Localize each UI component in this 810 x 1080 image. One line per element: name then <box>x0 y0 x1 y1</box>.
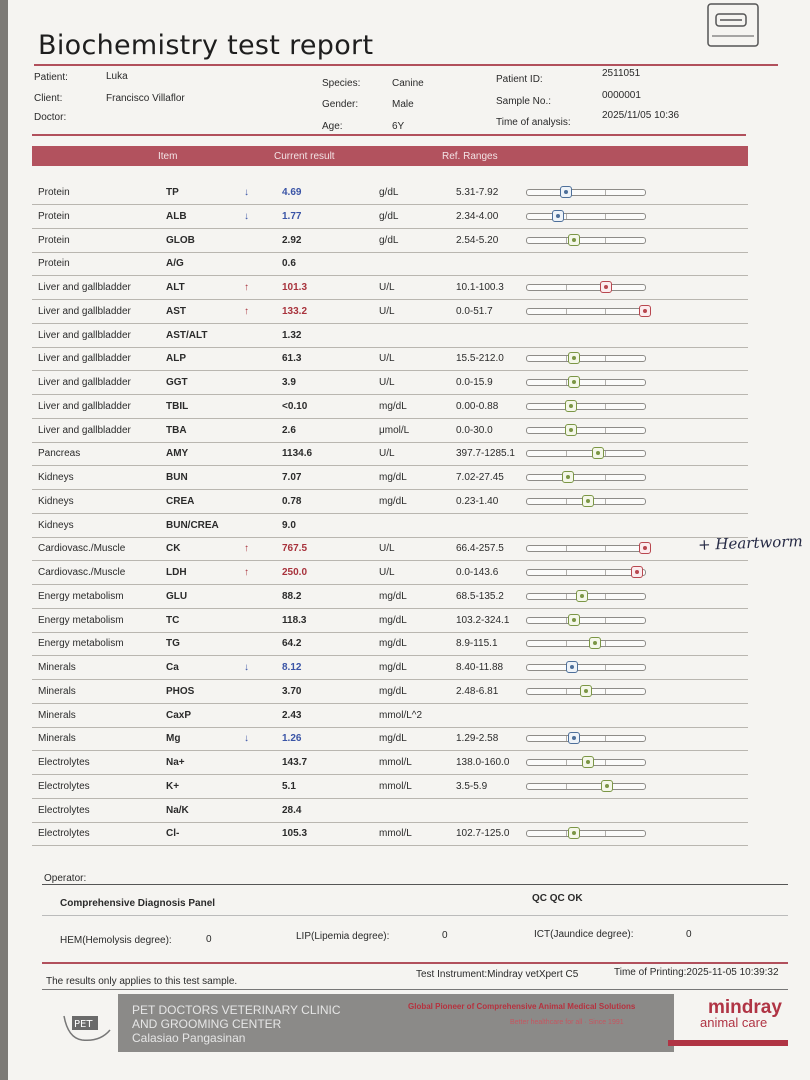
qc-status: QC QC OK <box>532 893 583 904</box>
result-cell: 8.12 <box>282 662 302 673</box>
time-value: 2025/11/05 10:36 <box>602 110 680 121</box>
brand-sub: animal care <box>700 1015 768 1030</box>
result-cell: 2.6 <box>282 424 296 436</box>
result-cell: 1.26 <box>282 733 302 745</box>
analyzer-icon <box>704 2 766 50</box>
table-row <box>32 277 748 300</box>
range-bar <box>526 189 646 196</box>
result-cell: 61.3 <box>282 353 302 365</box>
unit-cell: U/L <box>379 282 395 293</box>
ref-range-cell: 0.0-143.6 <box>456 567 499 578</box>
result-cell: 143.7 <box>282 757 308 768</box>
table-row <box>32 728 748 751</box>
range-marker <box>582 756 594 768</box>
ref-range-cell: 0.0-15.9 <box>456 377 493 388</box>
unit-cell: U/L <box>379 305 395 317</box>
operator-divider <box>42 884 788 885</box>
clinic-line-3: Calasiao Pangasinan <box>132 1031 246 1045</box>
table-header <box>32 146 748 166</box>
unit-cell: μmol/L <box>379 424 410 436</box>
result-cell: 2.43 <box>282 709 302 721</box>
table-row <box>32 657 748 680</box>
species-value: Canine <box>392 78 424 89</box>
table-row <box>32 253 748 276</box>
table-row <box>32 800 748 823</box>
client-label: Client: <box>34 93 63 104</box>
category-cell: Electrolytes <box>38 780 90 792</box>
ref-range-cell: 2.48-6.81 <box>456 685 499 697</box>
range-bar <box>526 545 646 552</box>
category-cell: Electrolytes <box>38 828 90 840</box>
result-cell: 1.77 <box>282 210 302 222</box>
result-cell: 88.2 <box>282 590 302 602</box>
table-row <box>32 610 748 633</box>
range-marker <box>582 495 594 507</box>
item-cell: BUN <box>166 472 188 483</box>
category-cell: Energy metabolism <box>38 590 124 602</box>
range-marker <box>568 352 580 364</box>
category-cell: Protein <box>38 234 70 246</box>
ref-range-cell: 68.5-135.2 <box>456 590 504 602</box>
category-cell: Cardiovasc./Muscle <box>38 543 126 555</box>
category-cell: Electrolytes <box>38 804 90 816</box>
ict-value: 0 <box>686 929 692 940</box>
lip-label: LIP(Lipemia degree): <box>296 931 390 942</box>
ref-range-cell: 0.0-30.0 <box>456 424 493 436</box>
item-cell: Na/K <box>166 804 189 816</box>
ref-range-cell: 0.0-51.7 <box>456 305 493 317</box>
item-cell: CK <box>166 543 181 555</box>
header-ref: Ref. Ranges <box>442 151 498 162</box>
handwritten-note: + Heartworm <box>697 532 803 554</box>
range-marker <box>589 637 601 649</box>
range-bar <box>526 403 646 410</box>
unit-cell: mg/dL <box>379 400 407 412</box>
result-cell: 9.0 <box>282 519 296 531</box>
item-cell: BUN/CREA <box>166 519 219 531</box>
table-row <box>32 633 748 656</box>
category-cell: Minerals <box>38 685 76 697</box>
disclaimer: The results only applies to this test sample. <box>46 976 238 987</box>
item-cell: ALP <box>166 353 186 365</box>
sample-no-value: 0000001 <box>602 90 641 101</box>
category-cell: Kidneys <box>38 495 74 507</box>
item-cell: ALT <box>166 282 185 293</box>
info-divider <box>32 134 746 136</box>
table-row <box>32 443 748 466</box>
range-marker <box>568 827 580 839</box>
ref-range-cell: 2.54-5.20 <box>456 234 499 246</box>
item-cell: TC <box>166 614 180 626</box>
table-row <box>32 562 748 585</box>
flag-cell: ↓ <box>244 662 249 673</box>
unit-cell: U/L <box>379 543 395 555</box>
table-row <box>32 681 748 704</box>
result-cell: 118.3 <box>282 614 307 626</box>
ref-range-cell: 103.2-324.1 <box>456 614 510 626</box>
table-row <box>32 586 748 609</box>
item-cell: CREA <box>166 495 195 507</box>
range-marker <box>568 234 580 246</box>
item-cell: K+ <box>166 780 180 792</box>
ref-range-cell: 10.1-100.3 <box>456 282 504 293</box>
ref-range-cell: 5.31-7.92 <box>456 187 499 198</box>
range-marker <box>552 210 564 222</box>
unit-cell: U/L <box>379 377 395 388</box>
unit-cell: mg/dL <box>379 662 407 673</box>
result-cell: 105.3 <box>282 828 308 840</box>
result-cell: 3.70 <box>282 685 302 697</box>
category-cell: Minerals <box>38 662 76 673</box>
clinic-line-2: AND GROOMING CENTER <box>132 1017 282 1031</box>
table-row <box>32 776 748 799</box>
result-cell: 767.5 <box>282 543 308 555</box>
ref-range-cell: 2.34-4.00 <box>456 210 499 222</box>
gender-label: Gender: <box>322 99 359 110</box>
range-marker <box>580 685 592 697</box>
ref-range-cell: 0.00-0.88 <box>456 400 499 412</box>
report-page <box>8 0 810 1080</box>
hem-value: 0 <box>206 934 212 945</box>
table-row <box>32 325 748 348</box>
unit-cell: g/dL <box>379 210 399 222</box>
ref-range-cell: 15.5-212.0 <box>456 353 504 365</box>
category-cell: Kidneys <box>38 519 74 531</box>
result-cell: 0.6 <box>282 258 296 270</box>
range-bar <box>526 355 646 362</box>
range-marker <box>639 542 651 554</box>
client-value: Francisco Villaflor <box>106 93 185 104</box>
range-marker <box>562 471 574 483</box>
ref-range-cell: 7.02-27.45 <box>456 472 504 483</box>
clinic-name <box>132 1003 341 1045</box>
range-bar <box>526 830 646 837</box>
flag-cell: ↑ <box>244 567 249 578</box>
range-bar <box>526 498 646 505</box>
brand-bar <box>668 1040 788 1046</box>
range-bar <box>526 688 646 695</box>
instrument: Test Instrument:Mindray vetXpert C5 <box>416 969 579 980</box>
result-cell: 7.07 <box>282 472 302 483</box>
patient-id-value: 2511051 <box>602 68 641 79</box>
result-cell: 28.4 <box>282 804 302 816</box>
lip-value: 0 <box>442 930 448 941</box>
result-cell: 5.1 <box>282 780 296 792</box>
category-cell: Cardiovasc./Muscle <box>38 567 126 578</box>
category-cell: Energy metabolism <box>38 638 124 650</box>
range-marker <box>600 281 612 293</box>
category-cell: Protein <box>38 210 70 222</box>
range-marker <box>560 186 572 198</box>
range-marker <box>568 376 580 388</box>
patient-id-label: Patient ID: <box>496 74 543 85</box>
operator-label: Operator: <box>44 873 87 884</box>
unit-cell: mmol/L <box>379 780 412 792</box>
table-row <box>32 348 748 371</box>
range-bar <box>526 783 646 790</box>
patient-label: Patient: <box>34 72 68 83</box>
unit-cell: mmol/L <box>379 828 412 840</box>
ref-range-cell: 397.7-1285.1 <box>456 448 515 460</box>
unit-cell: mmol/L^2 <box>379 709 423 721</box>
range-bar <box>526 735 646 742</box>
table-row <box>32 230 748 253</box>
unit-cell: U/L <box>379 353 395 365</box>
result-cell: 133.2 <box>282 305 308 317</box>
unit-cell: mg/dL <box>379 590 407 602</box>
result-cell: 101.3 <box>282 282 308 293</box>
ref-range-cell: 0.23-1.40 <box>456 495 499 507</box>
age-label: Age: <box>322 121 343 132</box>
ref-range-cell: 102.7-125.0 <box>456 828 510 840</box>
item-cell: TBA <box>166 424 187 436</box>
clinic-line-1: PET DOCTORS VETERINARY CLINIC <box>132 1003 341 1017</box>
footer-divider <box>42 962 788 964</box>
ref-range-cell: 1.29-2.58 <box>456 733 499 745</box>
item-cell: TP <box>166 187 179 198</box>
range-bar <box>526 617 646 624</box>
range-marker <box>639 305 651 317</box>
result-cell: 0.78 <box>282 495 302 507</box>
clinic-logo <box>60 1008 116 1046</box>
category-cell: Liver and gallbladder <box>38 305 131 317</box>
gender-value: Male <box>392 99 414 110</box>
item-cell: Na+ <box>166 757 185 768</box>
ref-range-cell: 138.0-160.0 <box>456 757 510 768</box>
result-cell: 64.2 <box>282 638 302 650</box>
slogan: Global Pioneer of Comprehensive Animal Medical Solutions <box>408 1002 636 1011</box>
range-bar <box>526 569 646 576</box>
range-bar <box>526 427 646 434</box>
range-marker <box>565 400 577 412</box>
bottom-divider <box>42 989 788 990</box>
range-marker <box>592 447 604 459</box>
item-cell: Cl- <box>166 828 180 840</box>
range-bar <box>526 213 646 220</box>
flag-cell: ↓ <box>244 210 249 222</box>
flag-cell: ↓ <box>244 733 249 745</box>
item-cell: A/G <box>166 258 184 270</box>
item-cell: CaxP <box>166 709 192 721</box>
flag-cell: ↑ <box>244 543 249 555</box>
item-cell: GLOB <box>166 234 195 246</box>
panel-divider <box>42 915 788 916</box>
category-cell: Liver and gallbladder <box>38 329 131 341</box>
category-cell: Liver and gallbladder <box>38 424 131 436</box>
flag-cell: ↑ <box>244 305 249 317</box>
table-row <box>32 206 748 229</box>
result-cell: 250.0 <box>282 567 308 578</box>
category-cell: Pancreas <box>38 448 81 460</box>
result-cell: 4.69 <box>282 187 302 198</box>
table-row <box>32 752 748 775</box>
ict-label: ICT(Jaundice degree): <box>534 929 634 940</box>
item-cell: TG <box>166 638 180 650</box>
unit-cell: mmol/L <box>379 757 412 768</box>
result-cell: <0.10 <box>282 400 308 412</box>
unit-cell: U/L <box>379 448 395 460</box>
species-label: Species: <box>322 78 361 89</box>
category-cell: Liver and gallbladder <box>38 282 131 293</box>
unit-cell: mg/dL <box>379 685 407 697</box>
panel-name: Comprehensive Diagnosis Panel <box>60 898 216 909</box>
range-bar <box>526 237 646 244</box>
result-cell: 1134.6 <box>282 448 313 460</box>
range-bar <box>526 379 646 386</box>
item-cell: Ca <box>166 662 179 673</box>
result-cell: 2.92 <box>282 234 302 246</box>
age-value: 6Y <box>392 121 405 132</box>
ref-range-cell: 8.40-11.88 <box>456 662 504 673</box>
table-row <box>32 396 748 419</box>
table-row <box>32 301 748 324</box>
clinic-logo-text: PET <box>74 1019 93 1030</box>
brand-logo: mindray <box>708 997 782 1018</box>
row-divider <box>32 845 748 846</box>
sample-no-label: Sample No.: <box>496 96 552 107</box>
range-bar <box>526 640 646 647</box>
printing-time: Time of Printing:2025-11-05 10:39:32 <box>614 967 779 978</box>
table-row <box>32 372 748 395</box>
range-bar <box>526 759 646 766</box>
range-marker <box>631 566 643 578</box>
unit-cell: g/dL <box>379 234 399 246</box>
category-cell: Liver and gallbladder <box>38 400 131 412</box>
table-row <box>32 705 748 728</box>
slogan-sub: Better healthcare for all · Since 1991 <box>510 1019 624 1026</box>
range-bar <box>526 664 646 671</box>
flag-cell: ↓ <box>244 187 249 198</box>
table-row <box>32 420 748 443</box>
item-cell: PHOS <box>166 685 195 697</box>
unit-cell: U/L <box>379 567 395 578</box>
hem-label: HEM(Hemolysis degree): <box>60 935 172 946</box>
unit-cell: mg/dL <box>379 614 407 626</box>
header-item: Item <box>158 151 178 162</box>
range-bar <box>526 474 646 481</box>
item-cell: AST/ALT <box>166 329 208 341</box>
range-marker <box>568 732 580 744</box>
range-bar <box>526 593 646 600</box>
time-label: Time of analysis: <box>496 117 571 128</box>
item-cell: ALB <box>166 210 187 222</box>
unit-cell: mg/dL <box>379 495 407 507</box>
table-row <box>32 467 748 490</box>
item-cell: TBIL <box>166 400 189 412</box>
table-row <box>32 823 748 846</box>
title-divider <box>34 64 778 66</box>
item-cell: AMY <box>166 448 189 460</box>
flag-cell: ↑ <box>244 282 249 293</box>
unit-cell: mg/dL <box>379 638 407 650</box>
unit-cell: mg/dL <box>379 472 407 483</box>
report-title: Biochemistry test report <box>38 30 374 61</box>
ref-range-cell: 8.9-115.1 <box>456 638 498 650</box>
item-cell: GLU <box>166 590 188 602</box>
range-marker <box>565 424 577 436</box>
table-row <box>32 182 748 205</box>
table-row <box>32 515 748 538</box>
range-bar <box>526 308 646 315</box>
category-cell: Energy metabolism <box>38 614 124 626</box>
range-marker <box>576 590 588 602</box>
category-cell: Kidneys <box>38 472 74 483</box>
range-marker <box>566 661 578 673</box>
range-bar <box>526 284 646 291</box>
item-cell: AST <box>166 305 186 317</box>
header-result: Current result <box>274 151 335 162</box>
result-cell: 1.32 <box>282 329 302 341</box>
category-cell: Protein <box>38 187 70 198</box>
category-cell: Liver and gallbladder <box>38 377 131 388</box>
category-cell: Electrolytes <box>38 757 90 768</box>
result-cell: 3.9 <box>282 377 296 388</box>
category-cell: Minerals <box>38 733 76 745</box>
category-cell: Liver and gallbladder <box>38 353 131 365</box>
table-row <box>32 491 748 514</box>
patient-value: Luka <box>106 71 128 82</box>
doctor-label: Doctor: <box>34 112 67 123</box>
category-cell: Protein <box>38 258 70 270</box>
table-row <box>32 538 748 561</box>
unit-cell: mg/dL <box>379 733 407 745</box>
ref-range-cell: 3.5-5.9 <box>456 780 488 792</box>
ref-range-cell: 66.4-257.5 <box>456 543 504 555</box>
range-bar <box>526 450 646 457</box>
category-cell: Minerals <box>38 709 76 721</box>
item-cell: GGT <box>166 377 188 388</box>
range-marker <box>601 780 613 792</box>
unit-cell: g/dL <box>379 187 399 198</box>
item-cell: LDH <box>166 567 187 578</box>
item-cell: Mg <box>166 733 181 745</box>
range-marker <box>568 614 580 626</box>
